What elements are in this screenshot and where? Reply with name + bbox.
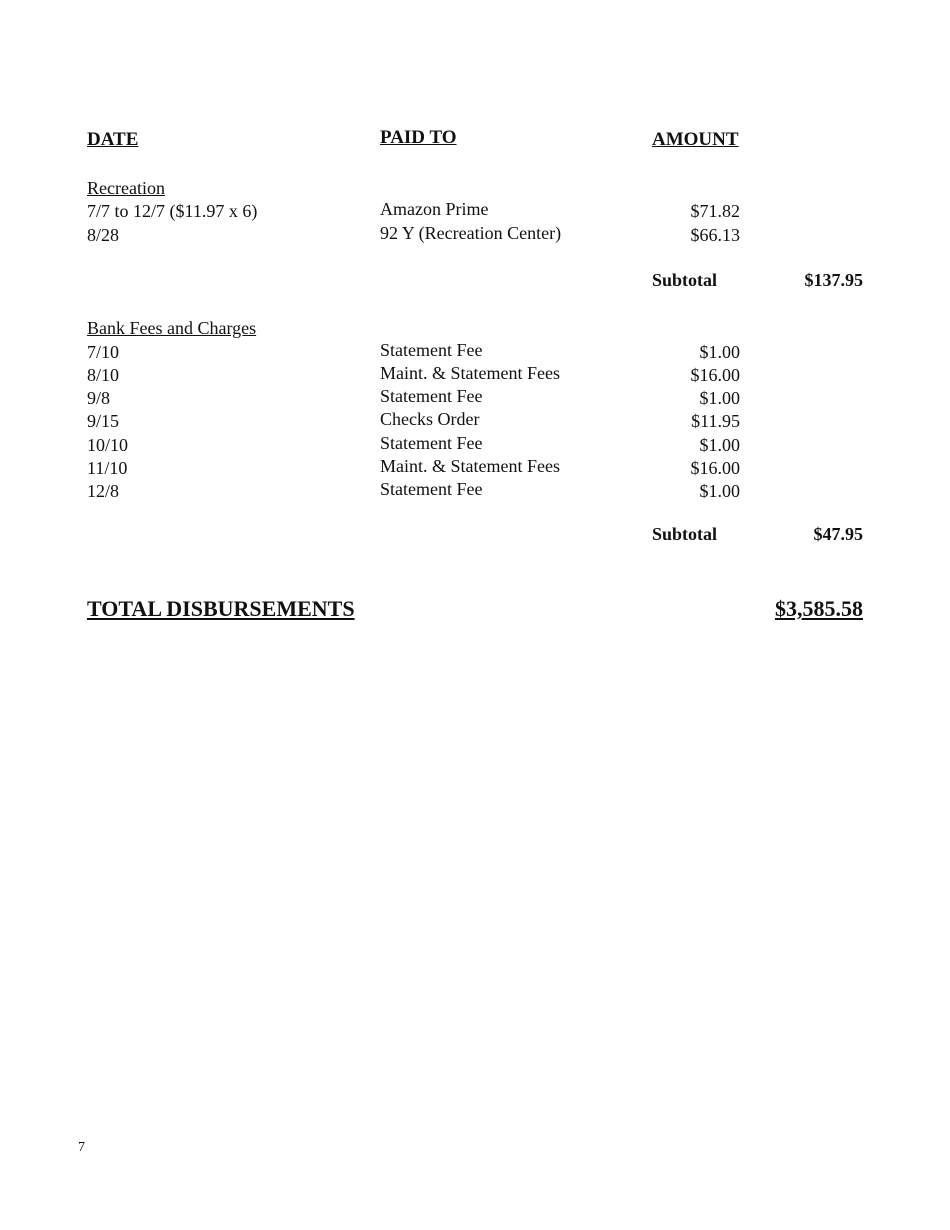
bank-fees-section-title: Bank Fees and Charges xyxy=(87,318,257,338)
bank-fee-row-paid-to: Maint. & Statement Fees xyxy=(380,363,560,383)
recreation-section-title: Recreation xyxy=(87,178,165,198)
bank-fee-row-paid-to: Statement Fee xyxy=(380,386,483,406)
bank-fee-row-amount: $1.00 xyxy=(699,342,740,362)
recreation-subtotal-value: $137.95 xyxy=(804,270,863,290)
bank-fee-row-amount: $1.00 xyxy=(699,435,740,455)
bank-fee-row-paid-to: Maint. & Statement Fees xyxy=(380,456,560,476)
bank-fee-row-date: 10/10 xyxy=(87,435,129,455)
bank-fee-row-amount: $11.95 xyxy=(691,411,740,431)
bank-fee-row-paid-to: Checks Order xyxy=(380,409,480,429)
bank-fee-row-date: 12/8 xyxy=(87,481,120,501)
page-number: 7 xyxy=(78,1140,85,1155)
bank-fee-row-amount: $16.00 xyxy=(690,458,740,478)
total-disbursements-label: TOTAL DISBURSEMENTS xyxy=(87,596,355,621)
bank-fees-subtotal-label: Subtotal xyxy=(652,524,718,544)
bank-fee-row-amount: $1.00 xyxy=(699,388,740,408)
recreation-row-date: 8/28 xyxy=(87,225,120,245)
bank-fee-row-paid-to: Statement Fee xyxy=(380,340,483,360)
bank-fee-row-date: 9/8 xyxy=(87,388,111,408)
recreation-row-date: 7/7 to 12/7 ($11.97 x 6) xyxy=(87,201,258,221)
total-disbursements-value: $3,585.58 xyxy=(775,596,863,621)
bank-fee-row-paid-to: Statement Fee xyxy=(380,433,483,453)
recreation-subtotal-label: Subtotal xyxy=(652,270,718,290)
paid-to-column-header: PAID TO xyxy=(380,127,457,148)
bank-fees-subtotal-value: $47.95 xyxy=(813,524,863,544)
recreation-row-amount: $66.13 xyxy=(690,225,740,245)
bank-fee-row-amount: $16.00 xyxy=(690,365,740,385)
bank-fee-row-date: 8/10 xyxy=(87,365,120,385)
bank-fee-row-date: 7/10 xyxy=(87,342,120,362)
recreation-row-paid-to: Amazon Prime xyxy=(380,199,489,219)
amount-column-header: AMOUNT xyxy=(652,129,739,150)
bank-fee-row-date: 9/15 xyxy=(87,411,120,431)
bank-fee-row-paid-to: Statement Fee xyxy=(380,479,483,499)
recreation-row-amount: $71.82 xyxy=(690,201,740,221)
date-column-header: DATE xyxy=(87,129,139,150)
bank-fee-row-amount: $1.00 xyxy=(699,481,740,501)
bank-fee-row-date: 11/10 xyxy=(87,458,128,478)
recreation-row-paid-to: 92 Y (Recreation Center) xyxy=(380,223,562,243)
